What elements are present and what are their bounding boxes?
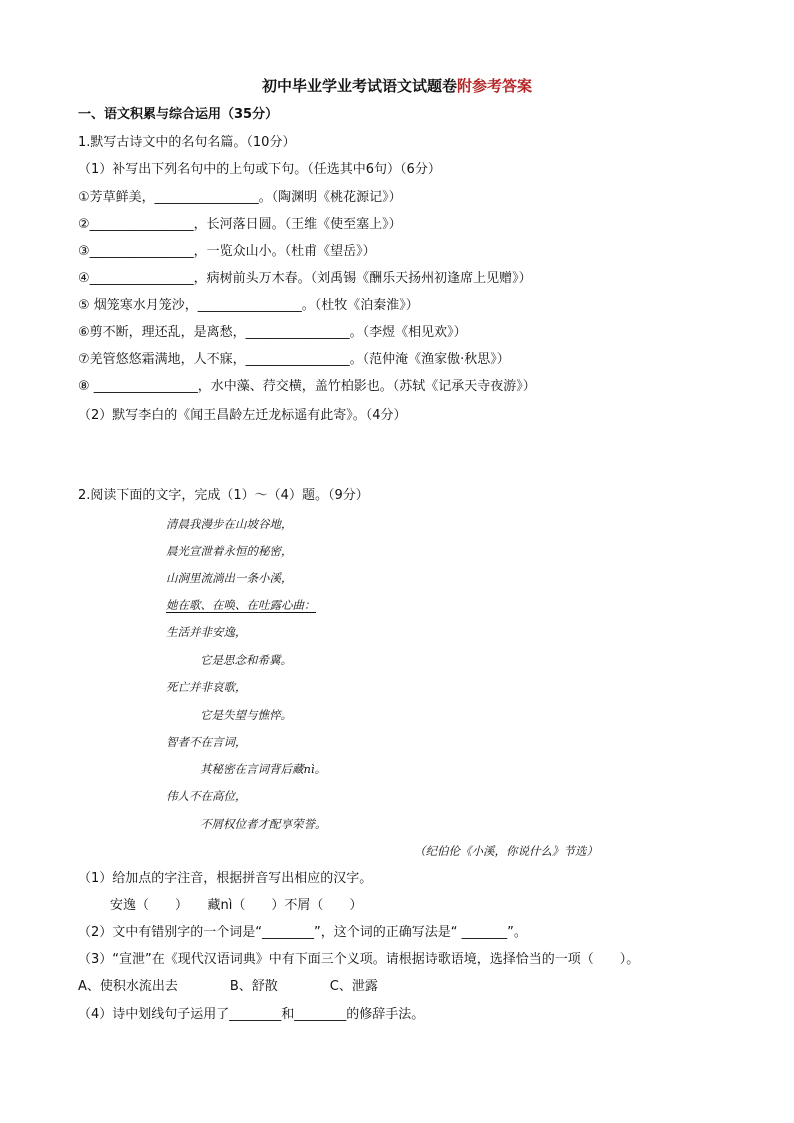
poem-line: 死亡并非哀歌， <box>166 680 247 694</box>
poem-line: 山涧里流淌出一条小溪， <box>166 571 293 585</box>
poem-line: 生活并非安逸， <box>166 625 247 639</box>
question-1-heading: 1.默写古诗文中的名句名篇。（10分） <box>78 135 296 150</box>
poem-line: 它是思念和希冀。 <box>200 653 292 667</box>
question-2-part-1: （1）给加点的字注音，根据拼音写出相应的汉字。 <box>78 871 373 886</box>
poem-line: 伟人不在高位， <box>166 789 247 803</box>
section-heading: 一、语文积累与综合运用（35分） <box>78 107 279 122</box>
pinyin-items: 安逸（ ） 藏nì（ ）不屑（ ） <box>110 898 363 913</box>
question-2-part-4: （4）诗中划线句子运用了________和________的修辞手法。 <box>78 1007 425 1022</box>
poem-line: 它是失望与憔悴。 <box>200 708 292 722</box>
question-2-heading: 2.阅读下面的文字，完成（1）～（4）题。（9分） <box>78 488 369 503</box>
question-2-part-2: （2）文中有错别字的一个词是“________”，这个词的正确写法是“ _______”。 <box>78 925 527 940</box>
poem-line-underlined <box>166 596 316 614</box>
fill-blank-line: ①芳草鲜美，________________。（陶渊明《桃花源记》） <box>78 190 402 205</box>
page-title <box>0 76 794 96</box>
poem-line: 智者不在言词， <box>166 735 247 749</box>
answer-options: A、使积水流出去 B、舒散 C、泄露 <box>78 979 378 994</box>
title-suffix: 附参考答案 <box>457 77 533 95</box>
question-1-part-2: （2）默写李白的《闻王昌龄左迁龙标遥有此寄》。（4分） <box>78 408 407 423</box>
poem-source: （纪伯伦《小溪，你说什么》节选） <box>414 844 598 858</box>
fill-blank-line: ④________________，病树前头万木春。（刘禹锡《酬乐天扬州初逢席上见赠》） <box>78 271 532 286</box>
poem-line: 不屑权位者才配享荣誉。 <box>200 817 327 831</box>
underlined-sentence: 她在歌、在唤、在吐露心曲： <box>166 598 316 612</box>
fill-blank-line: ③________________，一览众山小。（杜甫《望岳》） <box>78 244 376 259</box>
fill-blank-line: ⑦羌管悠悠霜满地，人不寐，________________。（范仲淹《渔家傲·秋思》） <box>78 352 510 367</box>
question-2-part-3: （3）“宣泄”在《现代汉语词典》中有下面三个义项。请根据诗歌语境，选择恰当的一项（ ）。 <box>78 952 640 967</box>
fill-blank-line: ②________________，长河落日圆。（王维《使至塞上》） <box>78 217 402 232</box>
title-main: 初中毕业学业考试语文试题卷 <box>261 77 457 95</box>
poem-line: 其秘密在言词背后藏nì。 <box>200 762 327 776</box>
poem-line: 晨光宣泄着永恒的秘密， <box>166 544 293 558</box>
fill-blank-line: ⑧ ________________，水中藻、荇交横，盖竹柏影也。（苏轼《记承天寺夜游》） <box>78 379 536 394</box>
fill-blank-line: ⑥剪不断，理还乱，是离愁，________________。（李煜《相见欢》） <box>78 325 467 340</box>
fill-blank-line: ⑤ 烟笼寒水月笼沙，________________。（杜牧《泊秦淮》） <box>78 298 419 313</box>
poem-line: 清晨我漫步在山坡谷地， <box>166 517 293 531</box>
question-1-part-1: （1）补写出下列名句中的上句或下句。（任选其中6句）（6分） <box>78 162 441 177</box>
